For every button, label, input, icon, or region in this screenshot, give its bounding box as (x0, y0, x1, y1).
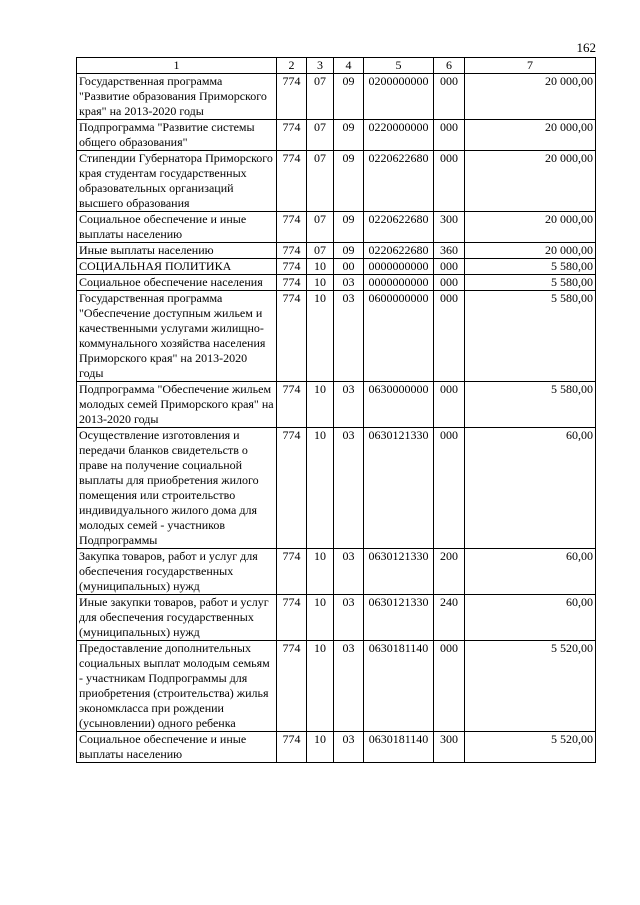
col2-code: 774 (277, 259, 307, 275)
col6-code: 000 (434, 428, 465, 549)
col3-code: 10 (307, 259, 334, 275)
row-name: Социальное обеспечение и иные выплаты населению (77, 212, 277, 243)
row-name: Стипендии Губернатора Приморского края студентам государственных образовательных организаций высшего образования (77, 151, 277, 212)
col3-code: 10 (307, 549, 334, 595)
row-name: Социальное обеспечение и иные выплаты населению (77, 732, 277, 763)
col2-code: 774 (277, 212, 307, 243)
col5-code: 0630000000 (364, 382, 434, 428)
col5-code: 0220622680 (364, 212, 434, 243)
col2-code: 774 (277, 291, 307, 382)
col4-code: 09 (334, 212, 364, 243)
col5-code: 0630121330 (364, 428, 434, 549)
row-amount: 20 000,00 (465, 74, 596, 120)
col5-code: 0000000000 (364, 259, 434, 275)
col4-code: 03 (334, 275, 364, 291)
row-name: Иные закупки товаров, работ и услуг для обеспечения государственных (муниципальных) нужд (77, 595, 277, 641)
col6-code: 200 (434, 549, 465, 595)
col6-code: 000 (434, 120, 465, 151)
col2-code: 774 (277, 275, 307, 291)
col3-code: 07 (307, 212, 334, 243)
col6-code: 300 (434, 732, 465, 763)
row-name: Социальное обеспечение населения (77, 275, 277, 291)
row-amount: 5 520,00 (465, 732, 596, 763)
col5-code: 0220622680 (364, 151, 434, 212)
row-amount: 5 580,00 (465, 291, 596, 382)
col2-code: 774 (277, 74, 307, 120)
row-amount: 5 580,00 (465, 275, 596, 291)
col3-code: 07 (307, 120, 334, 151)
table-row (77, 120, 596, 151)
col4-code: 03 (334, 382, 364, 428)
row-amount: 60,00 (465, 428, 596, 549)
col2-code: 774 (277, 382, 307, 428)
col4-code: 09 (334, 120, 364, 151)
table-row (77, 549, 596, 595)
col3-code: 07 (307, 151, 334, 212)
page-number: 162 (576, 40, 596, 55)
header-cell: 2 (277, 58, 307, 74)
col6-code: 000 (434, 259, 465, 275)
col2-code: 774 (277, 641, 307, 732)
header-cell: 3 (307, 58, 334, 74)
row-name: Подпрограмма "Обеспечение жильем молодых семей Приморского края" на 2013-2020 годы (77, 382, 277, 428)
header-cell: 4 (334, 58, 364, 74)
col3-code: 10 (307, 275, 334, 291)
col3-code: 10 (307, 428, 334, 549)
col2-code: 774 (277, 549, 307, 595)
col6-code: 300 (434, 212, 465, 243)
col2-code: 774 (277, 243, 307, 259)
table-row (77, 641, 596, 732)
header-cell: 6 (434, 58, 465, 74)
table-row (77, 382, 596, 428)
table-row (77, 275, 596, 291)
table-row (77, 291, 596, 382)
col4-code: 09 (334, 151, 364, 212)
row-name: Государственная программа "Обеспечение доступным жильем и качественными услугами жилищно-коммунального хозяйства населения Приморского края" на 2013-2020 годы (77, 291, 277, 382)
col3-code: 07 (307, 243, 334, 259)
col3-code: 07 (307, 74, 334, 120)
row-amount: 60,00 (465, 595, 596, 641)
col6-code: 000 (434, 291, 465, 382)
table-row (77, 732, 596, 763)
col5-code: 0630121330 (364, 549, 434, 595)
row-amount: 20 000,00 (465, 120, 596, 151)
col3-code: 10 (307, 291, 334, 382)
row-amount: 20 000,00 (465, 243, 596, 259)
col5-code: 0000000000 (364, 275, 434, 291)
row-name: Государственная программа "Развитие образования Приморского края" на 2013-2020 годы (77, 74, 277, 120)
col2-code: 774 (277, 595, 307, 641)
table-row (77, 212, 596, 243)
col4-code: 03 (334, 641, 364, 732)
col6-code: 000 (434, 641, 465, 732)
row-name: Иные выплаты населению (77, 243, 277, 259)
col5-code: 0220000000 (364, 120, 434, 151)
row-name: Предоставление дополнительных социальных выплат молодым семьям - участникам Подпрограммы для приобретения (строительства) жилья экономкласса при рождении (усыновлении) одного ребенка (77, 641, 277, 732)
col3-code: 10 (307, 732, 334, 763)
row-amount: 20 000,00 (465, 151, 596, 212)
row-amount: 5 580,00 (465, 382, 596, 428)
col3-code: 10 (307, 382, 334, 428)
col5-code: 0630121330 (364, 595, 434, 641)
col6-code: 000 (434, 151, 465, 212)
col2-code: 774 (277, 151, 307, 212)
table-row (77, 259, 596, 275)
col4-code: 03 (334, 732, 364, 763)
header-cell: 5 (364, 58, 434, 74)
row-name: Осуществление изготовления и передачи бланков свидетельств о праве на получение социальной выплаты для приобретения жилого помещения или строительство индивидуального жилого дома для молодых семей - участников Подпрограммы (77, 428, 277, 549)
row-name: Подпрограмма "Развитие системы общего образования" (77, 120, 277, 151)
col2-code: 774 (277, 120, 307, 151)
col6-code: 240 (434, 595, 465, 641)
header-cell: 7 (465, 58, 596, 74)
table-row (77, 243, 596, 259)
table-row (77, 151, 596, 212)
col4-code: 09 (334, 74, 364, 120)
row-amount: 20 000,00 (465, 212, 596, 243)
col6-code: 000 (434, 74, 465, 120)
row-amount: 5 520,00 (465, 641, 596, 732)
col5-code: 0600000000 (364, 291, 434, 382)
budget-table (76, 57, 596, 763)
row-name: Закупка товаров, работ и услуг для обеспечения государственных (муниципальных) нужд (77, 549, 277, 595)
col6-code: 000 (434, 382, 465, 428)
row-amount: 60,00 (465, 549, 596, 595)
col4-code: 03 (334, 428, 364, 549)
col4-code: 00 (334, 259, 364, 275)
col2-code: 774 (277, 428, 307, 549)
col6-code: 000 (434, 275, 465, 291)
table-header-row (77, 58, 596, 74)
col2-code: 774 (277, 732, 307, 763)
col5-code: 0630181140 (364, 732, 434, 763)
row-name: СОЦИАЛЬНАЯ ПОЛИТИКА (77, 259, 277, 275)
header-cell: 1 (77, 58, 277, 74)
col4-code: 03 (334, 595, 364, 641)
col5-code: 0630181140 (364, 641, 434, 732)
col3-code: 10 (307, 641, 334, 732)
col4-code: 03 (334, 549, 364, 595)
col6-code: 360 (434, 243, 465, 259)
col5-code: 0220622680 (364, 243, 434, 259)
table-row (77, 595, 596, 641)
col4-code: 09 (334, 243, 364, 259)
col4-code: 03 (334, 291, 364, 382)
row-amount: 5 580,00 (465, 259, 596, 275)
col3-code: 10 (307, 595, 334, 641)
table-row (77, 428, 596, 549)
table-row (77, 74, 596, 120)
col5-code: 0200000000 (364, 74, 434, 120)
